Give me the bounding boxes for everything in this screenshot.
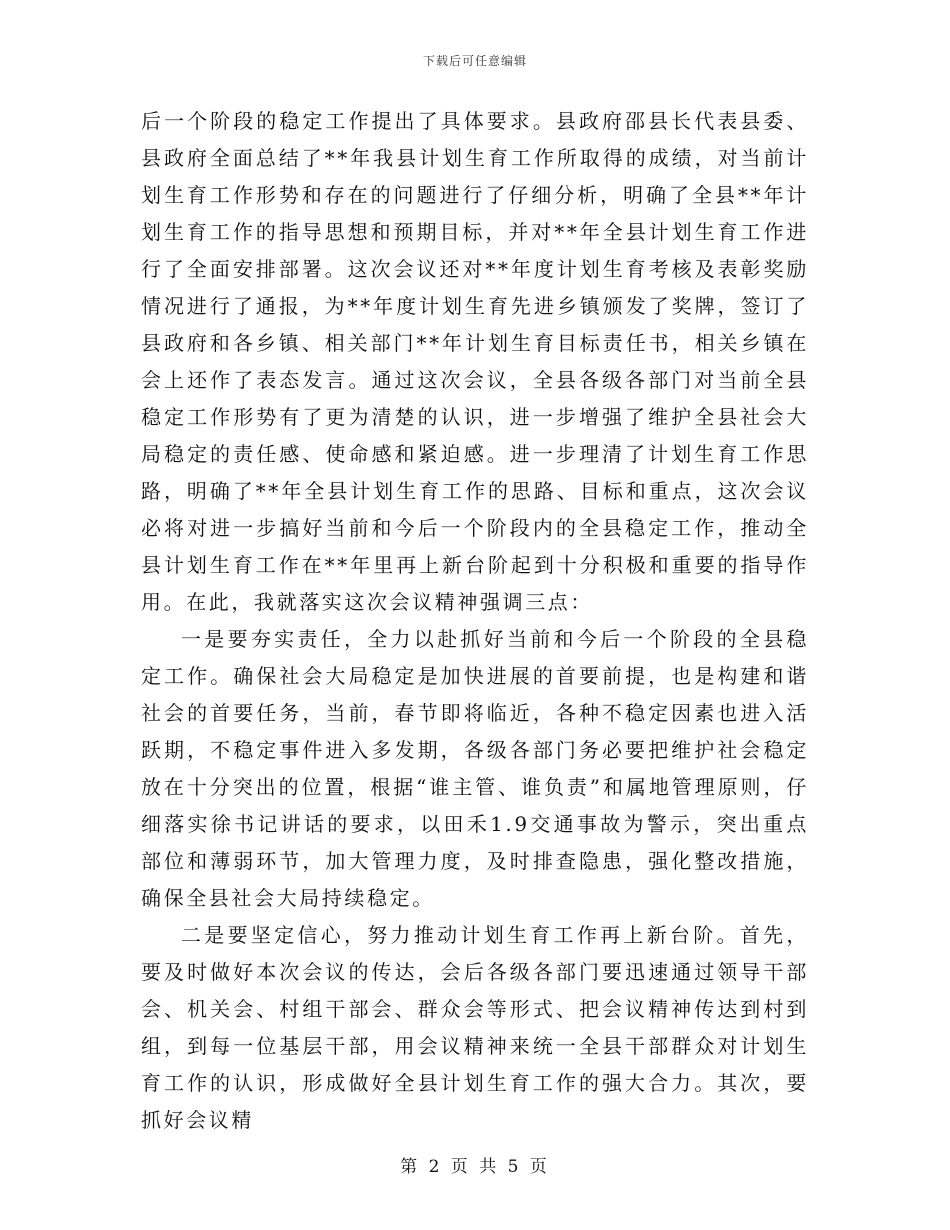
page-label-mid: 页 共 [450, 1157, 500, 1177]
paragraph-1: 后一个阶段的稳定工作提出了具体要求。县政府邵县长代表县委、县政府全面总结了**年我县计划生育工作所取得的成绩，对当前计划生育工作形势和存在的问题进行了仔细分析，明确了全县**年计划生育工作的指导思想和预期目标，并对**年全县计划生育工作进行了全面安排部署。这次会议还对**年度计划生育考核及表彰奖励情况进行了通报，为**年度计划生育先进乡镇颁发了奖牌，签订了县政府和各乡镇、相关部门**年计划生育目标责任书，相关乡镇在会上还作了表态发言。通过这次会议，全县各级各部门对当前全县稳定工作形势有了更为清楚的认识，进一步增强了维护全县社会大局稳定的责任感、使命感和紧迫感。进一步理清了计划生育工作思路，明确了**年全县计划生育工作的思路、目标和重点，这次会议必将对进一步搞好当前和今后一个阶段内的全县稳定工作，推动全县计划生育工作在**年里再上新台阶起到十分积极和重要的指导作用。在此，我就落实这次会议精神强调三点： [141, 109, 809, 614]
page-header-note: 下载后可任意编辑 [422, 54, 527, 68]
paragraph-2: 一是要夯实责任，全力以赴抓好当前和今后一个阶段的全县稳定工作。确保社会大局稳定是加快进展的首要前提，也是构建和谐社会的首要任务，当前，春节即将临近，各种不稳定因素也进入活跃期，不稳定事件进入多发期，各级各部门务必要把维护社会稳定放在十分突出的位置，根据“谁主管、谁负责”和属地管理原则，仔细落实徐书记讲话的要求，以田禾1.9交通事故为警示，突出重点部位和薄弱环节，加大管理力度，及时排查隐患，强化整改措施，确保全县社会大局持续稳定。 [141, 627, 809, 910]
page-total: 5 [507, 1157, 522, 1177]
document-body [141, 103, 809, 1139]
page-number-footer [0, 1152, 950, 1177]
page-label-suffix: 页 [529, 1157, 550, 1177]
paragraph-3: 二是要坚定信心，努力推动计划生育工作再上新台阶。首先，要及时做好本次会议的传达，会后各级各部门要迅速通过领导干部会、机关会、村组干部会、群众会等形式、把会议精神传达到村到组，到每一位基层干部，用会议精神来统一全县干部群众对计划生育工作的认识，形成做好全县计划生育工作的强大合力。其次，要抓好会议精 [141, 923, 809, 1132]
page-current: 2 [428, 1157, 443, 1177]
page-label-prefix: 第 [400, 1157, 421, 1177]
